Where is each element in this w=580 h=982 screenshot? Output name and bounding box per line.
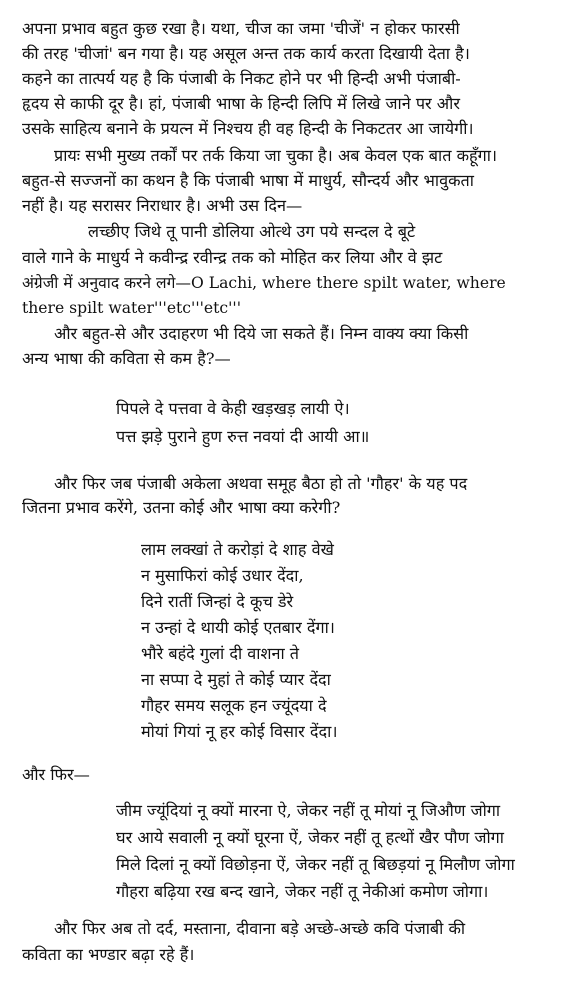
closing-line-1: और फिर अब तो दर्द, मस्ताना, दीवाना बड़े अच्छे-अच्छे कवि पंजाबी की [54,919,466,938]
paragraph-line-12: और बहुत-से और उदाहरण भी दिये जा सकते हैं। निम्न वाक्य क्या किसी [54,324,469,343]
paragraph-line-10: अंग्रेजी में अनुवाद करने लगे—O Lachi, where there spilt water, where [22,274,506,292]
closing-line-2: कविता का भण्डार बढ़ा रहे हैं। [22,945,195,964]
poem-line-8: मोयां गियां नू हर कोई विसार देंदा। [141,722,338,741]
poem-two-line-1: जीम ज्यूंदियां नू क्यों मारना ऐ, जेकर नहीं तू मोयां नू जिऔण जोगा [116,801,501,820]
poem-line-7: गौहर समय सलूक हन ज्यूंदया दे [141,696,327,715]
paragraph-line-15: जितना प्रभाव करेंगे, उतना कोई और भाषा क्या करेगी? [22,498,341,517]
paragraph-line-6: प्रायः सभी मुख्य तर्कों पर तर्क किया जा चुका है। अब केवल एक बात कहूँगा। [54,146,498,165]
verse-line-2: पत्त झड़े पुराने हुण रुत्त नवयां दी आयी आ॥ [116,427,370,446]
poem-two-line-3: मिले दिलां नू क्यों विछोड़ना ऐं, जेकर नहीं तू बिछड़यां नू मिलौण जोगा [116,855,515,874]
paragraph-line-13: अन्य भाषा की कविता से कम है?— [22,349,231,368]
paragraph-line-5: उसके साहित्य बनाने के प्रयत्न में निश्चय ही वह हिन्दी के निकटतर आ जायेगी। [22,119,474,138]
paragraph-line-2: की तरह 'चीजां' बन गया है। यह असूल अन्त तक कार्य करता दिखायी देता है। [22,44,470,63]
paragraph-line-8: नहीं है। यह सरासर निराधार है। अभी उस दिन— [22,196,303,215]
section-lead: और फिर— [22,765,90,784]
paragraph-line-4: हृदय से काफी दूर है। हां, पंजाबी भाषा के हिन्दी लिपि में लिखे जाने पर और [22,94,460,113]
poem-line-5: भौरे बहंदे गुलां दी वाशना ते [141,644,300,663]
paragraph-line-3: कहने का तात्पर्य यह है कि पंजाबी के निकट होने पर भी हिन्दी अभी पंजाबी- [22,69,461,88]
paragraph-line-14: और फिर जब पंजाबी अकेला अथवा समूह बैठा हो तो 'गौहर' के यह पद [54,474,468,493]
paragraph-line-11: there spilt water'''etc'''etc''' [22,299,241,317]
paragraph-line-1: अपना प्रभाव बहुत कुछ रखा है। यथा, चीज का जमा 'चीजें' न होकर फारसी [22,19,460,38]
poem-line-1: लाम लक्खां ते करोड़ां दे शाह वेखे [141,540,334,559]
verse-line-1: पिपले दे पत्तवा वे केही खड़खड़ लायी ऐ। [116,399,350,418]
poem-line-2: न मुसाफिरां कोई उधार देंदा, [141,566,304,585]
poem-line-3: दिने रातीं जिन्हां दे कूच डेरे [141,592,294,611]
paragraph-line-7: बहुत-से सज्जनों का कथन है कि पंजाबी भाषा में माधुर्य, सौन्दर्य और भावुकता [22,171,474,190]
poem-two-line-2: घर आये सवाली नू क्यों घूरना ऐं, जेकर नहीं तू हत्थों खैर पौण जोगा [116,828,504,847]
poem-line-6: ना सप्पा दे मुहां ते कोई प्यार देंदा [141,670,331,689]
poem-two-line-4: गौहरा बढ़िया रख बन्द खाने, जेकर नहीं तू नेकीआं कमोण जोगा। [116,882,489,901]
paragraph-line-9: वाले गाने के माधुर्य ने कवीन्द्र रवीन्द्र तक को मोहित कर लिया और वे झट [22,248,443,267]
poem-line-4: न उन्हां दे थायी कोई एतबार देंगा। [141,618,335,637]
quoted-song-line: लच्छीए जिथे तू पानी डोलिया ओत्थे उग पये सन्दल दे बूटे [88,222,416,241]
